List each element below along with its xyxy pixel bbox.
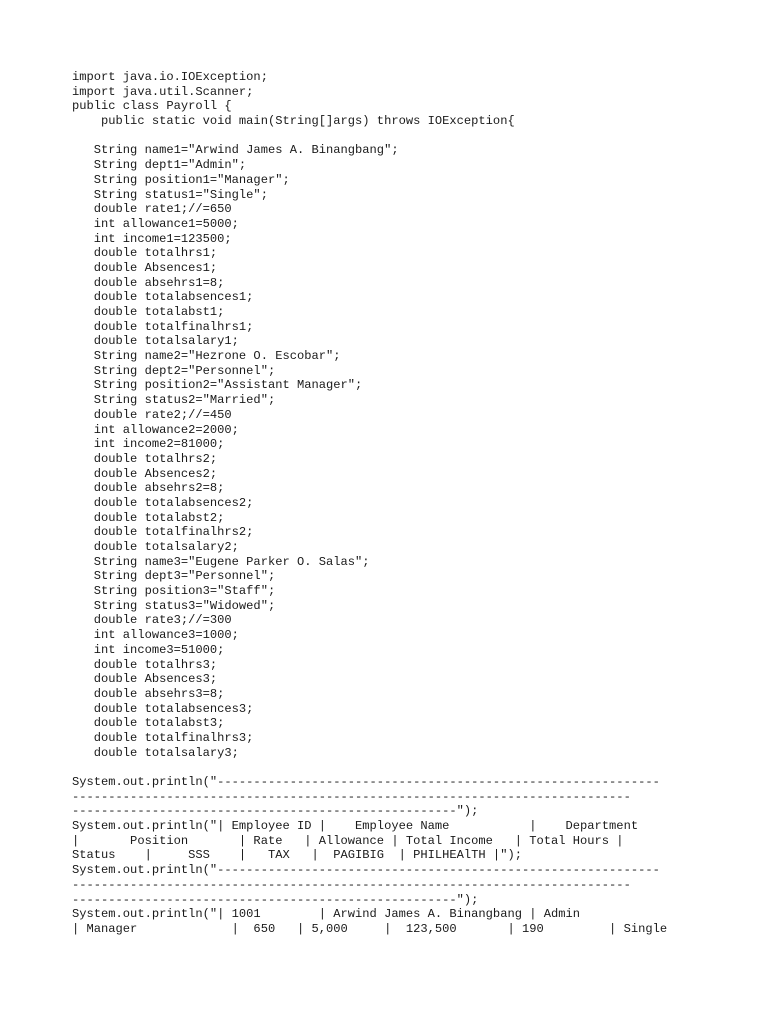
code-line: String status3="Widowed"; [72,598,276,613]
code-line: double totalfinalhrs3; [72,730,254,745]
code-line: int allowance1=5000; [72,216,239,231]
code-line: import java.io.IOException; [72,70,268,84]
code-line: System.out.println("| Employee ID | Employee Name | Department [72,819,639,834]
code-line [72,760,712,775]
code-line: public class Payroll { [72,99,232,114]
code-line: double totalhrs2; [72,451,218,466]
code-line: double totalfinalhrs1; [72,319,254,334]
code-line: double absehrs2=8; [72,481,225,496]
code-line: double totalhrs3; [72,657,218,672]
code-line: -----------------------------------------------------"); [72,804,479,819]
code-line: String position3="Staff"; [72,584,276,599]
code-line: double totalsalary2; [72,540,239,554]
code-line: double totalabst3; [72,716,225,731]
code-line: String position1="Manager"; [72,172,290,187]
code-line: int income3=51000; [72,642,225,657]
code-line: double totalfinalhrs2; [72,525,254,540]
code-block [72,70,712,937]
code-line: String name3="Eugene Parker O. Salas"; [72,554,370,569]
code-line: double absehrs1=8; [72,275,225,290]
code-line: String dept3="Personnel"; [72,569,276,584]
code-line: import java.util.Scanner; [72,84,254,99]
code-line: double totalabsences1; [72,290,254,305]
code-line: double totalabst2; [72,510,225,525]
code-line: double totalabsences3; [72,701,254,716]
code-line: double Absences1; [72,260,218,275]
code-line: double totalhrs1; [72,246,218,261]
code-line: String status1="Single"; [72,187,268,202]
code-line: String name1="Arwind James A. Binangbang"; [72,143,399,158]
code-line: double totalsalary1; [72,334,239,349]
code-line: double absehrs3=8; [72,686,225,701]
code-line: double totalabsences2; [72,495,254,510]
code-line: public static void main(String[]args) throws IOException{ [72,114,515,129]
document-page [72,70,712,937]
code-line: ----------------------------------------------------------------------------- [72,789,631,804]
code-line: int income2=81000; [72,437,225,452]
code-line: double totalabst1; [72,305,225,319]
code-line: double rate3;//=300 [72,613,232,628]
code-line: | Manager | 650 | 5,000 | 123,500 | 190 | Single [72,921,668,936]
code-line [72,129,712,144]
code-line: double Absences3; [72,672,218,687]
code-line: int allowance2=2000; [72,422,239,437]
code-line: double Absences2; [72,466,218,481]
code-line: double totalsalary3; [72,745,239,760]
code-line: Status | SSS | TAX | PAGIBIG | PHILHEAlTH |"); [72,848,522,863]
code-line: | Position | Rate | Allowance | Total Income | Total Hours | [72,833,624,848]
code-line: System.out.println("| 1001 | Arwind James A. Binangbang | Admin [72,907,581,922]
code-line: String dept2="Personnel"; [72,363,276,378]
code-line: String name2="Hezrone O. Escobar"; [72,349,341,364]
code-line: double rate1;//=650 [72,202,232,217]
code-line: System.out.println("------------------------------------------------------------- [72,863,660,878]
code-line: int income1=123500; [72,231,232,246]
code-line: String status2="Married"; [72,393,276,408]
code-line: -----------------------------------------------------"); [72,892,479,907]
code-line: double rate2;//=450 [72,407,232,422]
code-line: String dept1="Admin"; [72,158,247,173]
code-line: int allowance3=1000; [72,628,239,643]
code-line: System.out.println("------------------------------------------------------------- [72,775,660,789]
code-line: String position2="Assistant Manager"; [72,378,363,393]
code-line: ----------------------------------------------------------------------------- [72,877,631,892]
